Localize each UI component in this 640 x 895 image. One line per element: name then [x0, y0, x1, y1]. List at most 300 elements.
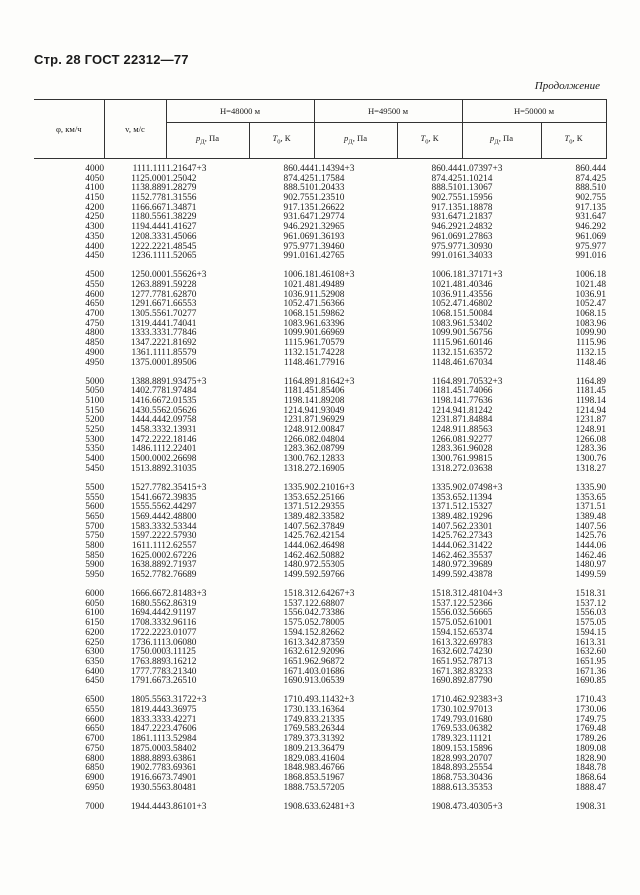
- cell-speed-kmh: 5700: [85, 521, 104, 532]
- cell-temp-h2: 1083.96: [431, 318, 462, 329]
- cell-speed-ms: 1458.333: [130, 425, 166, 436]
- cell-pressure-h2: 1.17584: [314, 173, 345, 184]
- cell-temp-h3: 1425.76: [575, 531, 606, 542]
- cell-pressure-h1: 2.71937: [166, 560, 197, 571]
- cell-temp-h2: 1068.15: [431, 309, 462, 320]
- cell-temp-h1: 1164.89: [283, 376, 314, 387]
- cell-pressure-h2: 1.77916: [314, 357, 345, 368]
- cell-speed-ms: 1555.556: [130, 502, 166, 513]
- cell-pressure-h3: 2.83233: [462, 666, 493, 677]
- cell-temp-h3: 874.425: [575, 173, 606, 184]
- cell-pressure-h1: 2.13931: [166, 425, 197, 436]
- cell-temp-h2: 1115.96: [432, 338, 462, 349]
- cell-pressure-h3: 1.70532+3: [462, 376, 503, 387]
- cell-pressure-h1: 2.05626: [166, 405, 197, 416]
- cell-speed-kmh: 6300: [85, 647, 104, 658]
- cell-pressure-h2: 2.55305: [314, 560, 345, 571]
- cell-speed-kmh: 4200: [85, 202, 104, 213]
- cell-temp-h1: 1613.34: [283, 637, 314, 648]
- cell-temp-h3: 860.444: [575, 164, 606, 175]
- cell-speed-kmh: 5600: [85, 502, 104, 513]
- cell-temp-h2: 1480.97: [431, 560, 462, 571]
- cell-pressure-h3: 3.11121: [462, 734, 492, 745]
- cell-speed-ms: 1138.889: [131, 183, 166, 194]
- cell-speed-kmh: 4550: [85, 280, 104, 290]
- cell-speed-kmh: 6950: [85, 782, 104, 793]
- cell-temp-h3: 1888.47: [575, 782, 606, 793]
- cell-temp-h2: 1181.45: [431, 386, 462, 397]
- cell-speed-ms: 1847.222: [130, 724, 166, 735]
- cell-speed-ms: 1430.556: [130, 405, 166, 416]
- table-row: [34, 803, 606, 813]
- cell-temp-h1: 1888.75: [283, 782, 314, 793]
- cell-pressure-h3: 3.40305+3: [462, 801, 503, 812]
- cell-temp-h2: 1353.65: [431, 492, 462, 503]
- cell-speed-kmh: 6450: [85, 676, 104, 687]
- cell-pressure-h2: 3.51967: [314, 772, 345, 783]
- cell-temp-h1: 1099.90: [283, 328, 314, 339]
- cell-pressure-h1: 2.18146: [166, 434, 197, 445]
- cell-pressure-h2: 1.66969: [314, 328, 345, 339]
- cell-temp-h1: 1318.27: [283, 463, 314, 474]
- cell-speed-ms: 1166.667: [131, 202, 166, 213]
- cell-pressure-h1: 1.59228: [166, 280, 197, 290]
- cell-pressure-h2: 1.42765: [314, 251, 345, 262]
- subheader-pressure: $p_Д$, Па: [166, 123, 249, 159]
- cell-temp-h1: 1021.48: [283, 280, 314, 290]
- cell-pressure-h1: 3.21340: [166, 666, 197, 677]
- cell-pressure-h2: 3.16364: [314, 705, 345, 716]
- cell-pressure-h3: 1.84884: [462, 415, 493, 426]
- cell-temp-h2: 1283.36: [431, 444, 462, 455]
- cell-temp-h2: 961.069: [431, 231, 462, 242]
- cell-temp-h2: 1556.03: [431, 608, 462, 619]
- cell-pressure-h2: 3.21335: [314, 714, 345, 725]
- cell-temp-h2: 1749.79: [431, 714, 462, 725]
- cell-temp-h2: 1389.48: [431, 511, 462, 522]
- cell-speed-kmh: 4300: [85, 222, 104, 233]
- cell-pressure-h2: 2.08799: [314, 444, 345, 455]
- cell-pressure-h2: 1.26622: [314, 202, 345, 213]
- cell-temp-h3: 1809.08: [575, 743, 606, 754]
- cell-temp-h3: 1407.56: [575, 521, 606, 532]
- cell-speed-ms: 1638.889: [130, 560, 166, 571]
- cell-temp-h2: 1148.46: [431, 357, 462, 368]
- cell-pressure-h2: 3.26344: [314, 724, 345, 735]
- cell-pressure-h1: 3.01077: [166, 627, 197, 638]
- cell-speed-kmh: 5000: [85, 376, 104, 387]
- cell-temp-h2: 1828.99: [431, 753, 462, 764]
- cell-temp-h2: 1444.06: [431, 540, 462, 551]
- cell-pressure-h2: 2.00847: [314, 425, 345, 436]
- cell-temp-h3: 1132.15: [575, 347, 606, 358]
- cell-pressure-h2: 1.14394+3: [314, 164, 355, 175]
- cell-temp-h3: 1749.75: [575, 714, 606, 725]
- cell-pressure-h3: 2.11394: [462, 492, 493, 503]
- cell-pressure-h2: 3.46766: [314, 763, 345, 774]
- cell-speed-ms: 1750.000: [130, 647, 166, 658]
- cell-temp-h1: 1231.87: [283, 415, 314, 426]
- cell-pressure-h1: 3.31722+3: [166, 695, 207, 706]
- cell-pressure-h2: 1.93049: [314, 405, 345, 416]
- cell-pressure-h1: 1.62870: [166, 289, 197, 300]
- cell-speed-kmh: 4000: [85, 164, 104, 175]
- cell-pressure-h2: 1.46108+3: [314, 270, 355, 281]
- cell-temp-h1: 1690.91: [283, 676, 314, 687]
- cell-pressure-h2: 2.46498: [314, 540, 345, 551]
- data-table: [34, 99, 607, 812]
- cell-temp-h3: 1389.48: [575, 511, 606, 522]
- cell-pressure-h1: 2.67226: [166, 550, 197, 561]
- cell-pressure-h1: 1.38229: [166, 212, 197, 223]
- cell-pressure-h1: 3.11125: [166, 647, 196, 658]
- cell-speed-kmh: 6350: [85, 656, 104, 667]
- cell-pressure-h2: 1.74228: [314, 347, 345, 358]
- cell-temp-h2: 1809.15: [431, 743, 462, 754]
- cell-temp-h3: 1353.65: [575, 492, 606, 503]
- cell-temp-h2: 1462.46: [431, 550, 462, 561]
- cell-pressure-h1: 2.01535: [166, 395, 197, 406]
- cell-temp-h2: 1518.31: [431, 589, 462, 600]
- cell-pressure-h1: 2.76689: [166, 570, 197, 581]
- cell-temp-h1: 1651.96: [283, 656, 314, 667]
- cell-temp-h3: 1710.43: [575, 695, 606, 706]
- cell-speed-ms: 1222.222: [130, 241, 166, 252]
- cell-temp-h2: 1499.59: [431, 570, 462, 581]
- cell-temp-h3: 1021.48: [575, 280, 606, 290]
- cell-temp-h2: 946.292: [431, 222, 462, 233]
- cell-temp-h2: 991.016: [431, 251, 462, 262]
- cell-temp-h2: 1300.76: [431, 454, 462, 465]
- cell-temp-h1: 1749.83: [283, 714, 314, 725]
- cell-temp-h2: 1651.95: [431, 656, 462, 667]
- cell-temp-h2: 1335.90: [431, 482, 462, 493]
- cell-pressure-h2: 2.82662: [314, 627, 345, 638]
- cell-pressure-h3: 2.39689: [462, 560, 493, 571]
- cell-pressure-h3: 1.07397+3: [462, 164, 503, 175]
- cell-speed-ms: 1569.444: [130, 511, 166, 522]
- cell-pressure-h2: 2.21016+3: [314, 482, 355, 493]
- group-header-h2: H=49500 м: [314, 100, 462, 123]
- cell-pressure-h2: 1.85406: [314, 386, 345, 397]
- cell-pressure-h1: 3.06080: [166, 637, 197, 648]
- cell-pressure-h1: 1.74041: [166, 318, 197, 329]
- cell-speed-kmh: 6200: [85, 627, 104, 638]
- cell-speed-kmh: 6700: [85, 734, 104, 745]
- cell-speed-kmh: 6250: [85, 637, 104, 648]
- cell-speed-kmh: 5450: [85, 463, 104, 474]
- cell-pressure-h2: 2.33582: [314, 511, 345, 522]
- cell-temp-h3: 1006.18: [575, 270, 606, 281]
- cell-pressure-h1: 1.93475+3: [166, 376, 207, 387]
- cell-temp-h3: 1518.31: [575, 589, 606, 600]
- cell-speed-ms: 1833.333: [130, 714, 166, 725]
- cell-pressure-h2: 1.36193: [314, 231, 345, 242]
- cell-speed-kmh: 6000: [85, 589, 104, 600]
- cell-pressure-h3: 1.88563: [462, 425, 493, 436]
- cell-pressure-h2: 1.70579: [314, 338, 345, 349]
- cell-speed-kmh: 4050: [85, 173, 104, 184]
- cell-temp-h2: 1164.89: [431, 376, 462, 387]
- cell-temp-h3: 1099.90: [575, 328, 606, 339]
- cell-pressure-h3: 2.56665: [462, 608, 493, 619]
- cell-temp-h3: 1462.46: [575, 550, 606, 561]
- cell-speed-ms: 1666.667: [130, 589, 166, 600]
- cell-speed-kmh: 4750: [85, 318, 104, 329]
- cell-pressure-h3: 1.63572: [462, 347, 493, 358]
- cell-temp-h2: 1407.56: [431, 521, 462, 532]
- cell-speed-ms: 1152.778: [131, 193, 166, 204]
- cell-pressure-h3: 1.60146: [462, 338, 493, 349]
- cell-pressure-h2: 1.59862: [314, 309, 345, 320]
- cell-temp-h1: 1789.37: [283, 734, 314, 745]
- cell-speed-ms: 1208.333: [130, 231, 166, 242]
- cell-speed-kmh: 6400: [85, 666, 104, 677]
- cell-speed-ms: 1180.556: [131, 212, 166, 223]
- cell-temp-h1: 1198.14: [283, 395, 314, 406]
- cell-speed-kmh: 4400: [85, 241, 104, 252]
- cell-speed-ms: 1694.444: [130, 608, 166, 619]
- cell-temp-h3: 1730.06: [575, 705, 606, 716]
- cell-temp-h3: 1769.48: [575, 724, 606, 735]
- cell-pressure-h1: 3.16212: [166, 656, 197, 667]
- cell-pressure-h2: 2.87359: [314, 637, 345, 648]
- cell-pressure-h2: 2.16905: [314, 463, 345, 474]
- cell-pressure-h2: 3.62481+3: [314, 801, 355, 812]
- cell-pressure-h3: 2.65374: [462, 627, 493, 638]
- cell-speed-kmh: 5850: [85, 550, 104, 561]
- cell-temp-h1: 1671.40: [283, 666, 314, 677]
- group-header-h1: H=48000 м: [166, 100, 314, 123]
- cell-speed-kmh: 5200: [85, 415, 104, 426]
- cell-pressure-h1: 1.34871: [166, 202, 197, 213]
- cell-temp-h1: 860.444: [283, 164, 314, 175]
- cell-pressure-h2: 3.06539: [314, 676, 345, 687]
- cell-pressure-h1: 3.36975: [166, 705, 197, 716]
- cell-speed-kmh: 6500: [85, 695, 104, 706]
- cell-pressure-h3: 2.35537: [462, 550, 493, 561]
- cell-temp-h2: 1231.87: [431, 415, 462, 426]
- cell-pressure-h3: 1.10214: [462, 173, 493, 184]
- cell-temp-h3: 1480.97: [575, 560, 606, 571]
- cell-pressure-h1: 2.57930: [166, 531, 197, 542]
- cell-pressure-h1: 3.42271: [166, 714, 197, 725]
- cell-speed-ms: 1708.333: [130, 618, 166, 629]
- cell-pressure-h1: 1.45066: [166, 231, 197, 242]
- cell-temp-h1: 888.510: [283, 183, 314, 194]
- cell-speed-ms: 1277.778: [130, 289, 166, 300]
- cell-temp-h2: 1710.46: [431, 695, 462, 706]
- cell-speed-kmh: 4700: [85, 309, 104, 320]
- cell-pressure-h1: 1.48545: [166, 241, 197, 252]
- cell-temp-h2: 1371.51: [431, 502, 462, 513]
- subheader-pressure: $p_Д$, Па: [314, 123, 397, 159]
- cell-temp-h3: 1181.45: [575, 386, 606, 397]
- cell-pressure-h1: 2.48800: [166, 511, 197, 522]
- cell-pressure-h1: 1.21647+3: [166, 164, 207, 175]
- cell-speed-kmh: 6750: [85, 743, 104, 754]
- cell-pressure-h1: 2.31035: [166, 463, 197, 474]
- cell-temp-h2: 1198.14: [431, 395, 462, 406]
- cell-temp-h1: 1537.12: [283, 598, 314, 609]
- table-row: [34, 677, 606, 687]
- cell-speed-kmh: 5800: [85, 540, 104, 551]
- cell-temp-h1: 1444.06: [283, 540, 314, 551]
- cell-pressure-h3: 2.43878: [462, 570, 493, 581]
- cell-speed-kmh: 4500: [85, 270, 104, 281]
- cell-temp-h3: 1068.15: [575, 309, 606, 320]
- cell-speed-ms: 1583.333: [130, 521, 166, 532]
- cell-temp-h2: 1266.08: [431, 434, 462, 445]
- cell-speed-ms: 1736.111: [131, 637, 166, 648]
- cell-pressure-h3: 2.74230: [462, 647, 493, 658]
- cell-speed-ms: 1500.000: [130, 454, 166, 465]
- cell-temp-h3: 888.510: [575, 183, 606, 194]
- cell-temp-h1: 1036.91: [283, 289, 314, 300]
- cell-temp-h2: 1132.15: [431, 347, 462, 358]
- cell-pressure-h2: 2.92096: [314, 647, 345, 658]
- cell-temp-h1: 1371.51: [283, 502, 314, 513]
- cell-speed-ms: 1472.222: [130, 434, 166, 445]
- cell-temp-h3: 1115.96: [576, 338, 606, 349]
- cell-pressure-h2: 2.73386: [314, 608, 345, 619]
- cell-pressure-h3: 3.06382: [462, 724, 493, 735]
- cell-pressure-h2: 3.36479: [314, 743, 345, 754]
- cell-temp-h1: 1132.15: [283, 347, 314, 358]
- cell-pressure-h2: 3.57205: [314, 782, 345, 793]
- cell-speed-ms: 1388.889: [130, 376, 166, 387]
- cell-pressure-h1: 2.81483+3: [166, 589, 207, 600]
- cell-temp-h2: 1613.32: [431, 637, 462, 648]
- cell-speed-kmh: 4100: [85, 183, 104, 194]
- table-row: [34, 465, 606, 475]
- cell-pressure-h2: 2.37849: [314, 521, 345, 532]
- cell-pressure-h1: 3.26510: [166, 676, 197, 687]
- cell-pressure-h2: 1.23510: [314, 193, 345, 204]
- cell-speed-ms: 1777.778: [130, 666, 166, 677]
- cell-pressure-h1: 2.91197: [166, 608, 197, 619]
- cell-speed-kmh: 6100: [85, 608, 104, 619]
- cell-temp-h3: 1266.08: [575, 434, 606, 445]
- cell-speed-ms: 1944.444: [130, 801, 166, 812]
- col-header-speed-kmh: φ, км/ч: [34, 100, 104, 159]
- cell-pressure-h1: 1.70277: [166, 309, 197, 320]
- cell-speed-ms: 1861.111: [131, 734, 166, 745]
- cell-speed-kmh: 5550: [85, 492, 104, 503]
- cell-temp-h2: 917.135: [431, 202, 462, 213]
- cell-temp-h2: 1848.89: [431, 763, 462, 774]
- cell-speed-kmh: 7000: [85, 801, 104, 812]
- cell-pressure-h2: 2.42154: [314, 531, 345, 542]
- cell-speed-kmh: 5150: [85, 405, 104, 416]
- cell-temp-h1: 1214.94: [283, 405, 314, 416]
- cell-temp-h2: 1052.47: [431, 299, 462, 310]
- cell-speed-kmh: 4800: [85, 328, 104, 339]
- cell-pressure-h3: 3.01680: [462, 714, 493, 725]
- cell-pressure-h1: 1.25042: [166, 173, 197, 184]
- cell-temp-h3: 975.977: [575, 241, 606, 252]
- cell-pressure-h1: 2.39835: [166, 492, 197, 503]
- cell-temp-h3: 1537.12: [575, 598, 606, 609]
- cell-temp-h3: 1828.90: [575, 753, 606, 764]
- cell-speed-ms: 1194.444: [131, 222, 166, 233]
- cell-speed-kmh: 6900: [85, 772, 104, 783]
- cell-temp-h2: 931.647: [431, 212, 462, 223]
- cell-temp-h1: 1083.96: [283, 318, 314, 329]
- cell-temp-h1: 1829.08: [283, 753, 314, 764]
- cell-temp-h1: 1518.31: [283, 589, 314, 600]
- cell-speed-ms: 1416.667: [130, 395, 166, 406]
- cell-speed-kmh: 4250: [85, 212, 104, 223]
- cell-pressure-h2: 1.63396: [314, 318, 345, 329]
- cell-pressure-h3: 2.27343: [462, 531, 493, 542]
- cell-speed-kmh: 5350: [85, 444, 104, 455]
- cell-pressure-h1: 1.66553: [166, 299, 197, 310]
- cell-speed-ms: 1513.889: [130, 463, 166, 474]
- cell-temp-h2: 888.510: [431, 183, 462, 194]
- cell-temp-h1: 917.135: [283, 202, 314, 213]
- cell-pressure-h1: 3.52984: [166, 734, 197, 745]
- cell-temp-h3: 1300.76: [575, 454, 606, 465]
- cell-speed-kmh: 5500: [85, 482, 104, 493]
- cell-speed-kmh: 4650: [85, 299, 104, 310]
- cell-speed-kmh: 4450: [85, 251, 104, 262]
- cell-speed-kmh: 4950: [85, 357, 104, 368]
- cell-speed-ms: 1291.667: [130, 299, 166, 310]
- cell-temp-h3: 1371.51: [575, 502, 606, 513]
- cell-pressure-h3: 2.78713: [462, 656, 493, 667]
- cell-pressure-h1: 2.96116: [166, 618, 197, 629]
- cell-pressure-h1: 3.69361: [166, 763, 197, 774]
- cell-pressure-h3: 1.50084: [462, 309, 493, 320]
- cell-pressure-h1: 2.86319: [166, 598, 197, 609]
- cell-temp-h1: 874.425: [283, 173, 314, 184]
- cell-pressure-h3: 1.81242: [462, 405, 493, 416]
- cell-speed-ms: 1527.778: [130, 482, 166, 493]
- cell-pressure-h2: 2.96872: [314, 656, 345, 667]
- cell-pressure-h1: 2.26698: [166, 454, 197, 465]
- cell-speed-kmh: 5050: [85, 386, 104, 397]
- cell-temp-h3: 1214.94: [575, 405, 606, 416]
- cell-speed-ms: 1402.778: [130, 386, 166, 397]
- cell-temp-h2: 1318.27: [431, 463, 462, 474]
- cell-pressure-h2: 3.31392: [314, 734, 345, 745]
- cell-pressure-h1: 2.35415+3: [166, 482, 207, 493]
- cell-temp-h2: 1868.75: [431, 772, 462, 783]
- cell-temp-h1: 1499.59: [283, 570, 314, 581]
- cell-pressure-h2: 1.89208: [314, 395, 345, 406]
- cell-pressure-h2: 2.64267+3: [314, 589, 355, 600]
- cell-speed-ms: 1916.667: [130, 772, 166, 783]
- cell-temp-h3: 946.292: [575, 222, 606, 233]
- cell-temp-h1: 1868.85: [283, 772, 314, 783]
- cell-temp-h1: 1809.21: [283, 743, 314, 754]
- cell-temp-h1: 1407.56: [283, 521, 314, 532]
- cell-pressure-h3: 2.31422: [462, 540, 493, 551]
- cell-speed-kmh: 5750: [85, 531, 104, 542]
- cell-speed-kmh: 6850: [85, 763, 104, 774]
- cell-temp-h2: 1888.61: [431, 782, 462, 793]
- cell-temp-h1: 1710.49: [283, 695, 314, 706]
- cell-temp-h3: 1671.36: [575, 666, 606, 677]
- cell-pressure-h3: 1.46802: [462, 299, 493, 310]
- cell-temp-h1: 1480.97: [283, 560, 314, 571]
- cell-speed-kmh: 6800: [85, 753, 104, 764]
- cell-speed-ms: 1263.889: [130, 280, 166, 290]
- cell-speed-ms: 1597.222: [130, 531, 166, 542]
- cell-speed-ms: 1444.444: [130, 415, 166, 426]
- cell-temp-h1: 1353.65: [283, 492, 314, 503]
